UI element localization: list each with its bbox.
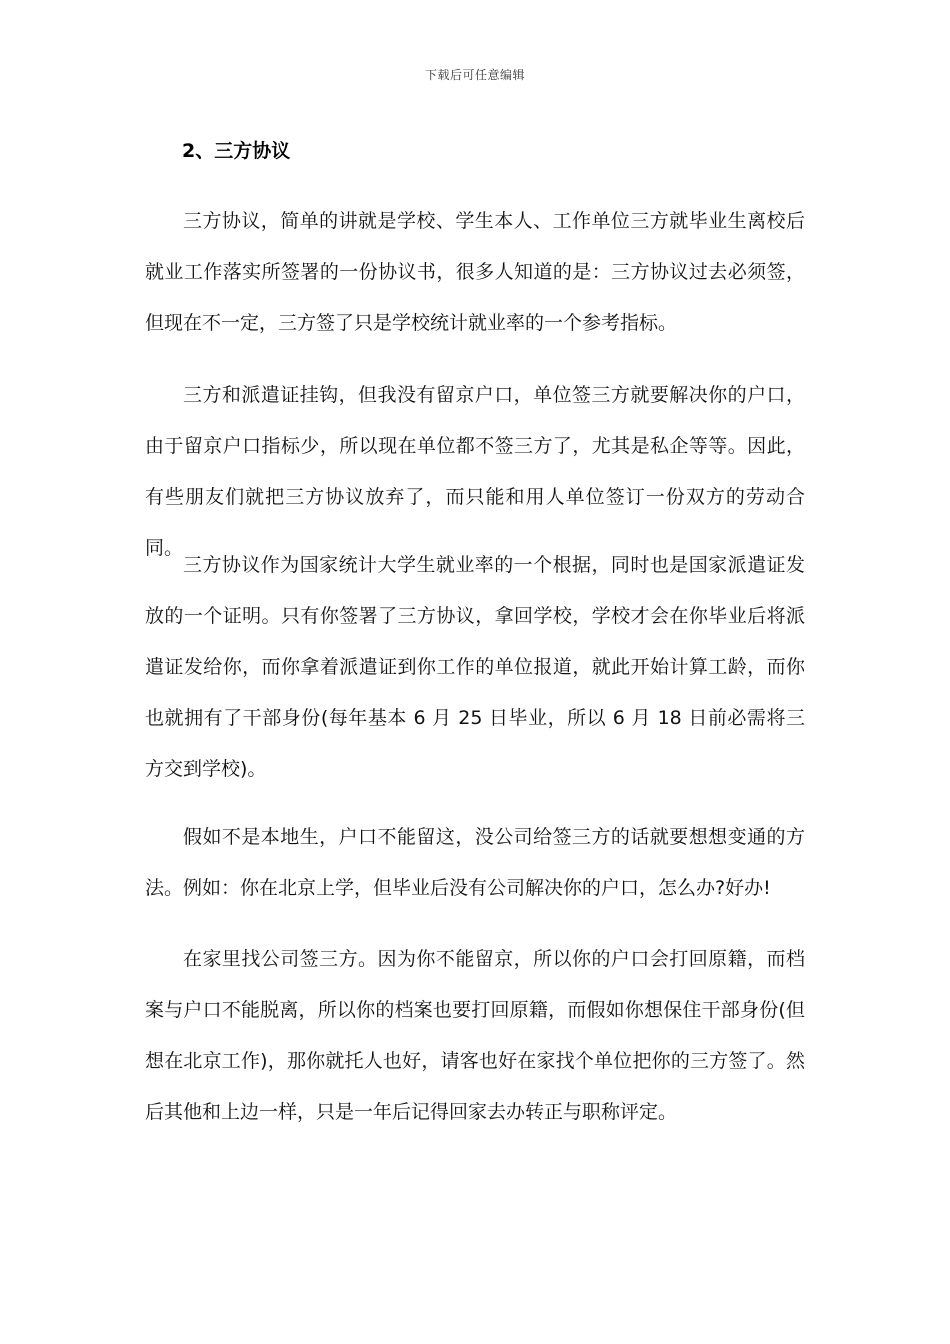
paragraph-2: 三方和派遣证挂钩，但我没有留京户口，单位签三方就要解决你的户口，由于留京户口指标少，所以现在单位都不签三方了，尤其是私企等等。因此，有些朋友们就把三方协议放弃了，而只能和用人单位签订一份双方的劳动合同。 xyxy=(145,384,805,559)
paragraph-1: 三方协议，简单的讲就是学校、学生本人、工作单位三方就毕业生离校后就业工作落实所签署的一份协议书，很多人知道的是：三方协议过去必须签，但现在不一定，三方签了只是学校统计就业率的一个参考指标。 xyxy=(145,210,805,334)
paragraph-3: 三方协议作为国家统计大学生就业率的一个根据，同时也是国家派遣证发放的一个证明。只有你签署了三方协议，拿回学校，学校才会在你毕业后将派遣证发给你，而你拿着派遣证到你工作的单位报道，就此开始计算工龄，而你也就拥有了干部身份(每年基本 6 月 25 日毕业，所以 6 月 18 日前必需将三方交到学校)。 xyxy=(145,554,805,780)
paragraph-5: 在家里找公司签三方。因为你不能留京，所以你的户口会打回原籍，而档案与户口不能脱离，所以你的档案也要打回原籍，而假如你想保住干部身份(但想在北京工作)，那你就托人也好，请客也好在家找个单位把你的三方签了。然后其他和上边一样，只是一年后记得回家去办转正与职称评定。 xyxy=(145,948,805,1123)
header-note: 下载后可任意编辑 xyxy=(424,68,525,82)
paragraph-4: 假如不是本地生，户口不能留这，没公司给签三方的话就要想想变通的方法。例如：你在北京上学，但毕业后没有公司解决你的户口，怎么办?好办! xyxy=(145,826,805,899)
section-title: 2、三方协议 xyxy=(182,140,291,162)
